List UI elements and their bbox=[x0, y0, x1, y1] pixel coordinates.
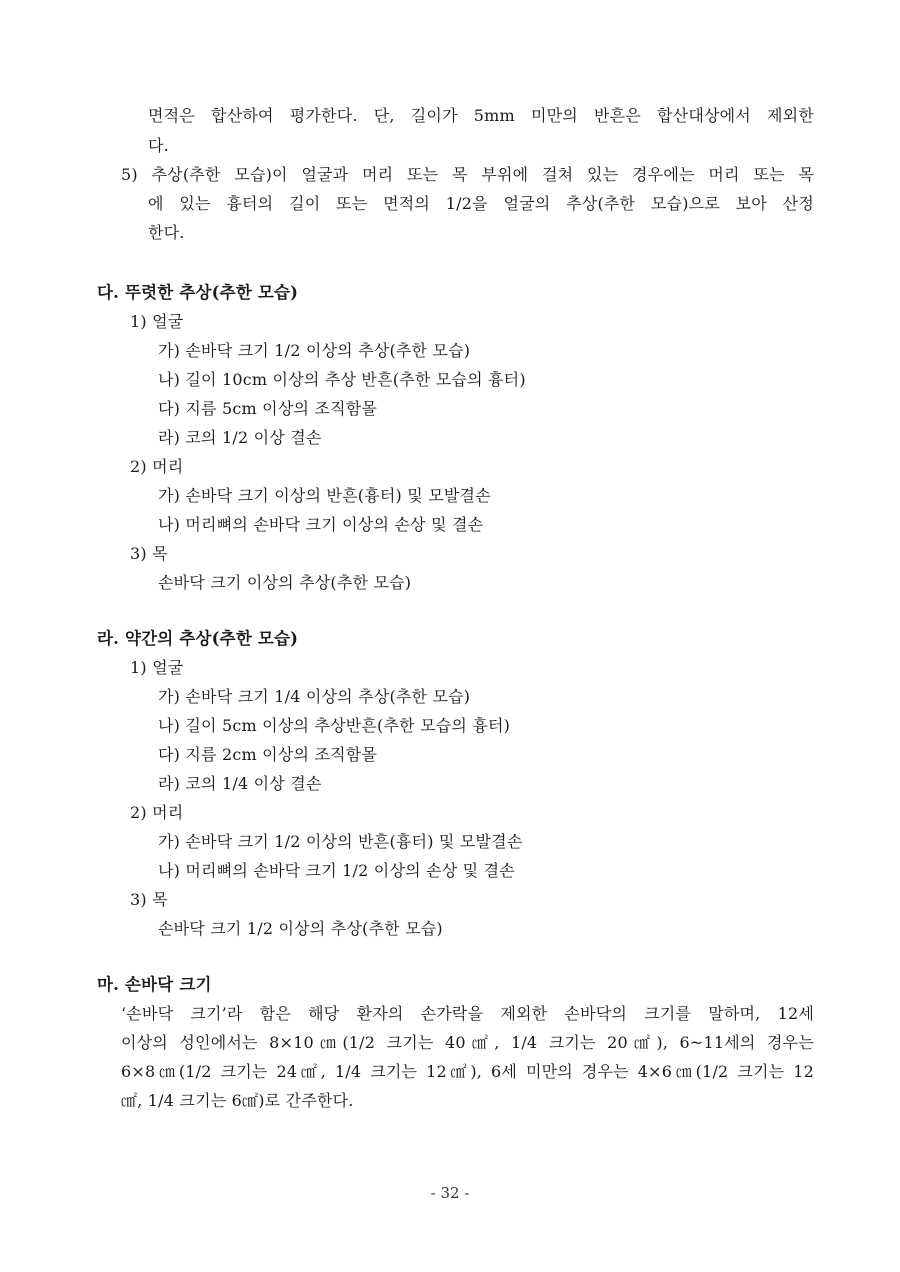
paragraph-line: 한다. bbox=[148, 223, 185, 242]
list-item: 가) 손바닥 크기 1/2 이상의 추상(추한 모습) bbox=[158, 341, 471, 360]
subsection-label: 2) 머리 bbox=[130, 803, 184, 822]
paragraph-line: 다. bbox=[148, 136, 169, 155]
subsection-label: 1) 얼굴 bbox=[130, 658, 184, 677]
list-item: 나) 머리뼈의 손바닥 크기 이상의 손상 및 결손 bbox=[158, 515, 484, 534]
list-item: 다) 지름 5cm 이상의 조직함몰 bbox=[158, 399, 378, 418]
list-item: 라) 코의 1/4 이상 결손 bbox=[158, 774, 322, 793]
list-item: 다) 지름 2cm 이상의 조직함몰 bbox=[158, 745, 378, 764]
section-heading: 다. 뚜렷한 추상(추한 모습) bbox=[97, 283, 299, 302]
subsection-label: 2) 머리 bbox=[130, 457, 184, 476]
list-item-5: 5) 추상(추한 모습)이 얼굴과 머리 또는 목 부위에 걸쳐 있는 경우에는 머리 또는 목 bbox=[121, 165, 814, 184]
list-item: 나) 길이 10cm 이상의 추상 반흔(추한 모습의 흉터) bbox=[158, 370, 526, 389]
section-heading: 마. 손바닥 크기 bbox=[97, 975, 212, 994]
paragraph-line: ‘손바닥 크기’라 함은 해당 환자의 손가락을 제외한 손바닥의 크기를 말하며, 12세 bbox=[121, 1004, 814, 1023]
list-item: 나) 길이 5cm 이상의 추상반흔(추한 모습의 흉터) bbox=[158, 716, 511, 735]
page-number: - 32 - bbox=[430, 1184, 470, 1202]
subsection-label: 1) 얼굴 bbox=[130, 312, 184, 331]
paragraph-line: 면적은 합산하여 평가한다. 단, 길이가 5mm 미만의 반흔은 합산대상에서 제외한 bbox=[148, 106, 814, 125]
list-item: 라) 코의 1/2 이상 결손 bbox=[158, 428, 322, 447]
list-item: 나) 머리뼈의 손바닥 크기 1/2 이상의 손상 및 결손 bbox=[158, 861, 515, 880]
subsection-label: 3) 목 bbox=[130, 890, 168, 909]
subsection-label: 3) 목 bbox=[130, 544, 168, 563]
paragraph-line: 이상의 성인에서는 8×10㎝(1/2 크기는 40㎠, 1/4 크기는 20㎠), 6~11세의 경우는 bbox=[121, 1033, 814, 1052]
list-item: 가) 손바닥 크기 1/2 이상의 반흔(흉터) 및 모발결손 bbox=[158, 832, 523, 851]
paragraph-line: 에 있는 흉터의 길이 또는 면적의 1/2을 얼굴의 추상(추한 모습)으로 보아 산정 bbox=[148, 194, 814, 213]
paragraph-line: ㎠, 1/4 크기는 6㎠)로 간주한다. bbox=[121, 1091, 354, 1110]
list-item: 손바닥 크기 이상의 추상(추한 모습) bbox=[158, 573, 412, 592]
list-item: 가) 손바닥 크기 이상의 반흔(흉터) 및 모발결손 bbox=[158, 486, 491, 505]
list-item: 손바닥 크기 1/2 이상의 추상(추한 모습) bbox=[158, 919, 443, 938]
section-heading: 라. 약간의 추상(추한 모습) bbox=[97, 629, 299, 648]
list-item: 가) 손바닥 크기 1/4 이상의 추상(추한 모습) bbox=[158, 687, 471, 706]
paragraph-line: 6×8㎝(1/2 크기는 24㎠, 1/4 크기는 12㎠), 6세 미만의 경우는 4×6㎝(1/2 크기는 12 bbox=[121, 1062, 814, 1081]
